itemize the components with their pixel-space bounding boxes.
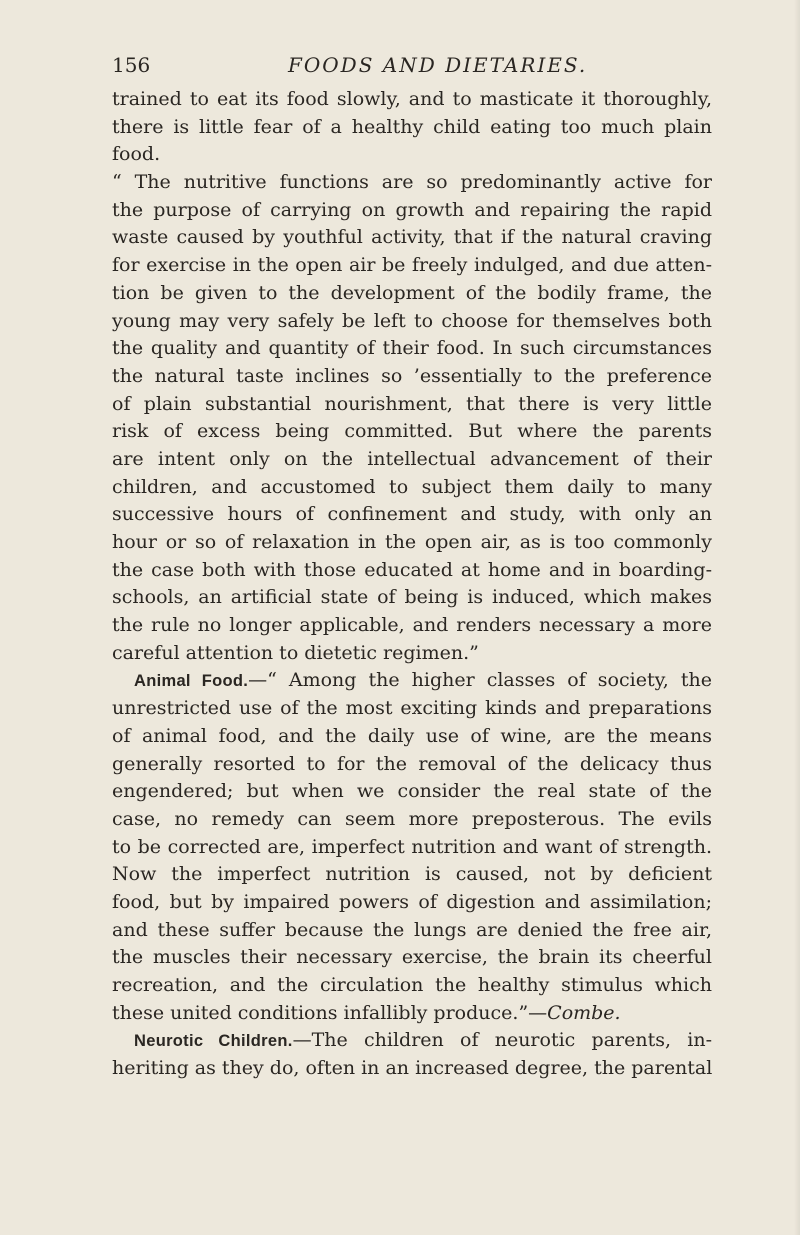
section-heading-animal-food: Animal Food. bbox=[134, 672, 249, 691]
text-line: are intent only on the intellectual advancement of their bbox=[112, 447, 712, 470]
text-line: for exercise in the open air be freely indulged, and due atten- bbox=[112, 254, 712, 277]
text-line: to be corrected are, imperfect nutrition and want of strength. bbox=[112, 835, 712, 858]
text-line: tion be given to the development of the bodily frame, the bbox=[112, 281, 712, 304]
text-line: of plain substantial nourishment, that there is very little bbox=[112, 392, 712, 415]
text-line: successive hours of confinement and study, with only an bbox=[112, 503, 712, 526]
text-line: careful attention to dietetic regimen.” bbox=[112, 641, 479, 664]
text-line: young may very safely be left to choose for themselves both bbox=[112, 309, 712, 332]
text-line: the rule no longer applicable, and renders necessary a more bbox=[112, 614, 712, 637]
text-line: case, no remedy can seem more preposterous. The evils bbox=[112, 807, 712, 830]
text-line: engendered; but when we consider the real state of the bbox=[112, 780, 712, 803]
animal-food-paragraph-end bbox=[112, 1000, 712, 1028]
text-line: waste caused by youthful activity, that if the natural craving bbox=[112, 226, 712, 249]
text-line: heriting as they do, often in an increased degree, the parental bbox=[112, 1057, 713, 1080]
text-line: the case both with those educated at home and in boarding- bbox=[112, 558, 712, 581]
running-title: FOODS AND DIETARIES. bbox=[288, 53, 588, 77]
text-line: and these suffer because the lungs are denied the free air, bbox=[112, 918, 712, 941]
body-text bbox=[112, 86, 712, 1083]
text-line: food. bbox=[112, 143, 161, 166]
text-line: there is little fear of a healthy child eating too much plain bbox=[112, 115, 712, 138]
text-line: of animal food, and the daily use of wine, are the means bbox=[112, 724, 712, 747]
text-line: trained to eat its food slowly, and to masticate it thoroughly, bbox=[112, 88, 712, 110]
text-line: schools, an artificial state of being is induced, which makes bbox=[112, 586, 712, 609]
text-line: children, and accustomed to subject them daily to many bbox=[112, 475, 712, 498]
text-line: the quality and quantity of their food. In such circumstances bbox=[112, 337, 712, 360]
text-line-fragment: these united conditions infallibly produce.”— bbox=[112, 1001, 548, 1024]
text-line: Now the imperfect nutrition is caused, not by deficient bbox=[112, 863, 712, 886]
page-header bbox=[112, 50, 712, 80]
attribution: Combe. bbox=[547, 1001, 621, 1024]
text-line: generally resorted to for the removal of the delicacy thus bbox=[112, 752, 712, 775]
text-line: recreation, and the circulation the healthy stimulus which bbox=[112, 974, 712, 996]
section-heading-neurotic-children: Neurotic Children. bbox=[134, 1032, 293, 1051]
text-line: food, but by impaired powers of digestion and assimilation; bbox=[112, 890, 712, 913]
page-number: 156 bbox=[112, 53, 151, 77]
text-line: risk of excess being committed. But where the parents bbox=[112, 420, 712, 443]
animal-food-paragraph-start bbox=[112, 667, 712, 695]
text-line: hour or so of relaxation in the open air, as is too commonly bbox=[112, 531, 712, 553]
text-line: “ The nutritive functions are so predominantly active for bbox=[112, 171, 712, 194]
page-edge-shadow bbox=[794, 0, 800, 1235]
text-line: the purpose of carrying on growth and repairing the rapid bbox=[112, 198, 712, 221]
text-line-fragment: —The children of neurotic parents, in- bbox=[292, 1029, 712, 1052]
text-line: unrestricted use of the most exciting kinds and preparations bbox=[112, 697, 712, 720]
text-line: the natural taste inclines so ’essentially to the preference bbox=[112, 364, 712, 387]
text-line: the muscles their necessary exercise, the brain its cheerful bbox=[112, 946, 712, 969]
neurotic-paragraph-start bbox=[112, 1027, 712, 1055]
text-line-fragment: —“ Among the higher classes of society, the bbox=[248, 669, 712, 692]
